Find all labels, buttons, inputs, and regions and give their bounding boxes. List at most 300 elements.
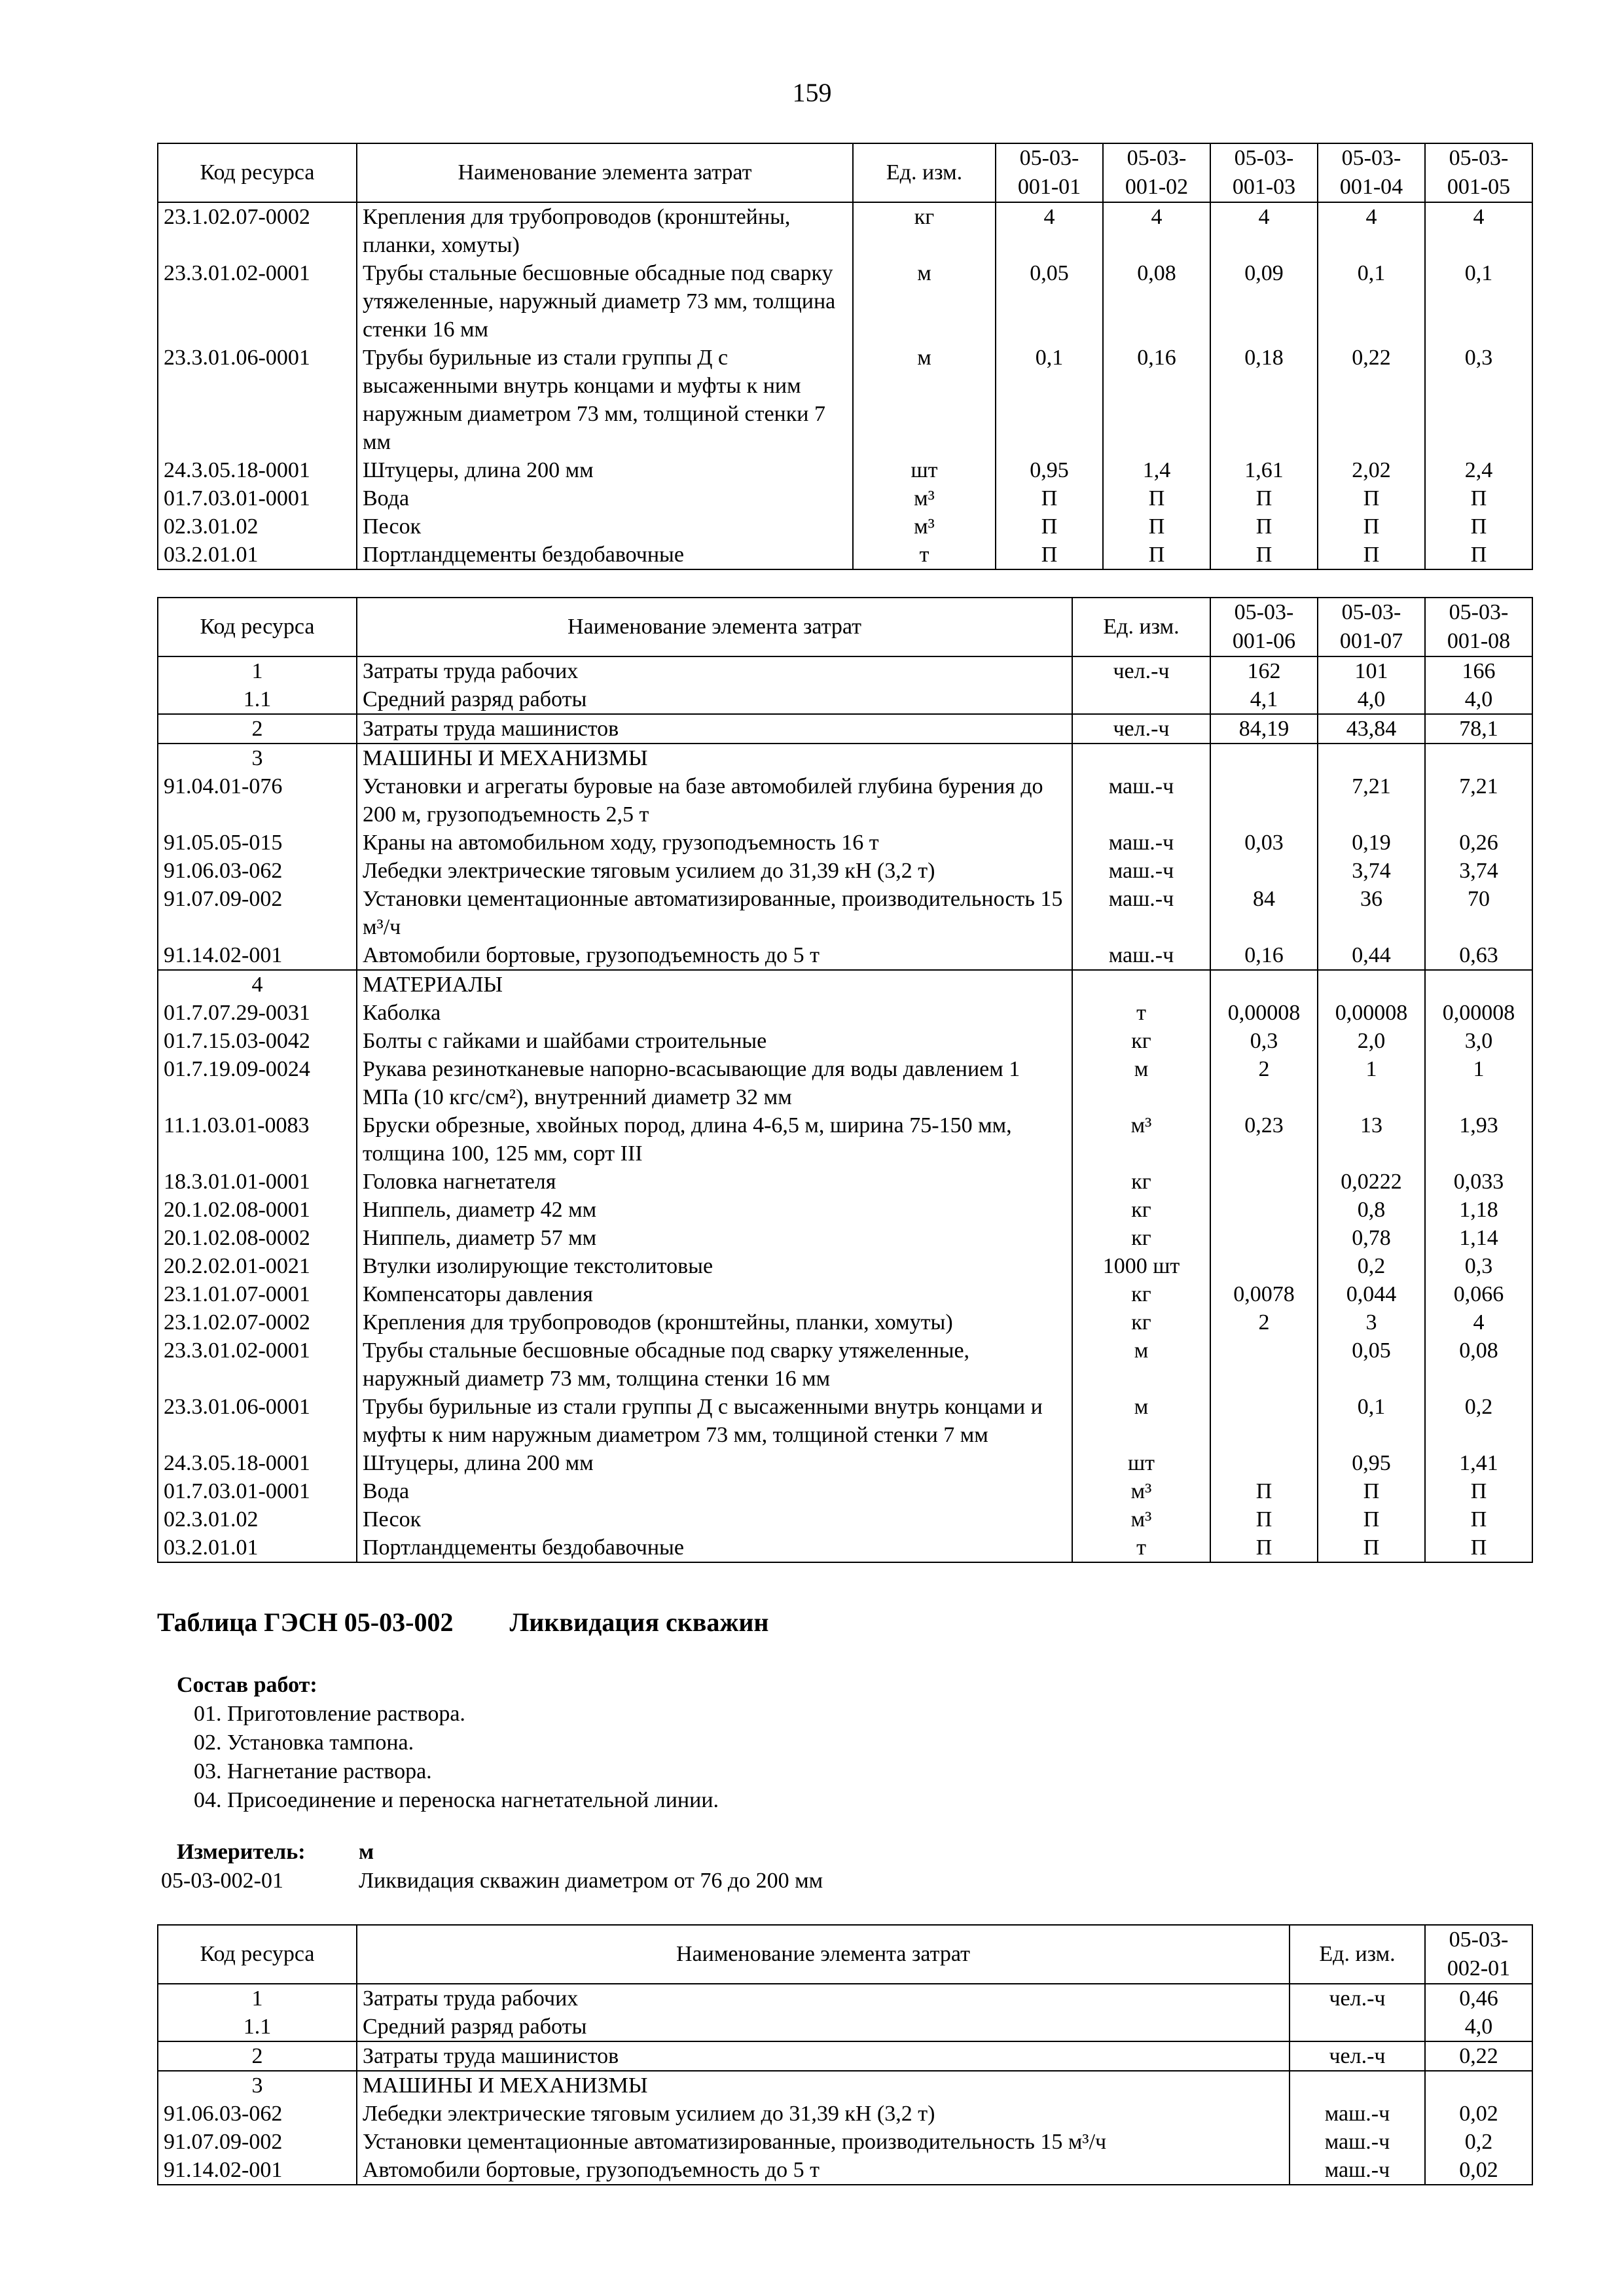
norm-value: П xyxy=(1103,484,1210,512)
norm-value: 0,03 xyxy=(1210,829,1318,857)
column-header: 05-03- 001-03 xyxy=(1210,143,1318,202)
norm-code: 05-03-002-01 xyxy=(161,1869,283,1893)
table-row xyxy=(158,2013,1532,2041)
norm-value: 0,044 xyxy=(1318,1280,1425,1308)
table-row xyxy=(158,1224,1532,1252)
resource-code: 03.2.01.01 xyxy=(158,541,357,569)
norm-value: П xyxy=(996,484,1103,512)
norm-value: П xyxy=(1210,512,1318,541)
column-header: Код ресурса xyxy=(158,598,357,656)
norm-value: 0,05 xyxy=(1318,1336,1425,1393)
norm-value: 3,0 xyxy=(1425,1027,1532,1055)
unit: маш.-ч xyxy=(1072,885,1210,941)
norm-value: 7,21 xyxy=(1318,772,1425,829)
norm-value: 4 xyxy=(1425,1308,1532,1336)
norm-value: 0,2 xyxy=(1425,2128,1532,2156)
unit: маш.-ч xyxy=(1290,2100,1425,2128)
norm-value: 166 xyxy=(1425,656,1532,685)
norm-value: П xyxy=(1318,484,1425,512)
table-row xyxy=(158,1055,1532,1111)
resource-table-1 xyxy=(157,143,1533,570)
column-header: 05-03- 001-01 xyxy=(996,143,1103,202)
cost-item-name: Затраты труда машинистов xyxy=(357,714,1072,744)
norm-value: 0,63 xyxy=(1425,941,1532,970)
cost-item-name: Портландцементы бездобавочные xyxy=(357,1534,1072,1562)
works-block xyxy=(177,1671,719,1815)
table-row xyxy=(158,2128,1532,2156)
norm-value: 1 xyxy=(1318,1055,1425,1111)
norm-value: П xyxy=(1425,1505,1532,1534)
unit: кг xyxy=(1072,1224,1210,1252)
norm-value: 4 xyxy=(1210,202,1318,259)
cost-item-name: Песок xyxy=(357,512,853,541)
unit: м xyxy=(853,259,996,344)
norm-value: П xyxy=(1318,512,1425,541)
norm-value: 0,16 xyxy=(1103,344,1210,456)
column-header: Наименование элемента затрат xyxy=(357,1925,1290,1984)
norm-value: П xyxy=(1425,1534,1532,1562)
table-row xyxy=(158,744,1532,772)
norm-value: 0,02 xyxy=(1425,2100,1532,2128)
table-row xyxy=(158,1505,1532,1534)
unit xyxy=(1072,970,1210,999)
norm-value: 3,74 xyxy=(1318,857,1425,885)
cost-item-name: Установки цементационные автоматизированные, производительность 15 м³/ч xyxy=(357,2128,1290,2156)
norm-value: 1,41 xyxy=(1425,1449,1532,1477)
norm-value: 0,033 xyxy=(1425,1168,1532,1196)
unit xyxy=(1290,2071,1425,2100)
table-header xyxy=(158,1925,1532,1984)
resource-code: 4 xyxy=(158,970,357,999)
norm-value: 4 xyxy=(1425,202,1532,259)
unit: чел.-ч xyxy=(1072,656,1210,685)
norm-value: 0,3 xyxy=(1425,344,1532,456)
table-row xyxy=(158,829,1532,857)
norm-value: 0,22 xyxy=(1318,344,1425,456)
norm-value: 84,19 xyxy=(1210,714,1318,744)
resource-code: 20.1.02.08-0001 xyxy=(158,1196,357,1224)
resource-code: 01.7.03.01-0001 xyxy=(158,1477,357,1505)
column-header: Код ресурса xyxy=(158,1925,357,1984)
unit xyxy=(1072,744,1210,772)
norm-value: 0,1 xyxy=(1318,1393,1425,1449)
table-row xyxy=(158,941,1532,970)
norm-value: 0,2 xyxy=(1318,1252,1425,1280)
unit: м³ xyxy=(1072,1111,1210,1168)
norm-value xyxy=(1210,1196,1318,1224)
norm-value xyxy=(1210,1224,1318,1252)
table-row xyxy=(158,1252,1532,1280)
norm-value: 1,4 xyxy=(1103,456,1210,484)
norm-value: 0,1 xyxy=(996,344,1103,456)
resource-code: 01.7.19.09-0024 xyxy=(158,1055,357,1111)
norm-value: 162 xyxy=(1210,656,1318,685)
unit: маш.-ч xyxy=(1072,829,1210,857)
table-row xyxy=(158,1168,1532,1196)
table-row xyxy=(158,2041,1532,2071)
table-name-title: Ликвидация скважин xyxy=(509,1607,769,1637)
column-header: 05-03- 001-08 xyxy=(1425,598,1532,656)
cost-item-name: Автомобили бортовые, грузоподъемность до 5 т xyxy=(357,2156,1290,2185)
resource-table-2 xyxy=(157,597,1533,1563)
table-row xyxy=(158,1111,1532,1168)
meter-label: Измеритель: xyxy=(177,1840,306,1864)
cost-item-name: Крепления для трубопроводов (кронштейны, планки, хомуты) xyxy=(357,1308,1072,1336)
resource-code: 23.3.01.06-0001 xyxy=(158,1393,357,1449)
cost-item-name: Штуцеры, длина 200 мм xyxy=(357,1449,1072,1477)
resource-code: 20.2.02.01-0021 xyxy=(158,1252,357,1280)
cost-item-name: Средний разряд работы xyxy=(357,685,1072,714)
work-item: 04. Присоединение и переноска нагнетательной линии. xyxy=(194,1788,719,1812)
unit: чел.-ч xyxy=(1290,1984,1425,2013)
unit: м³ xyxy=(1072,1477,1210,1505)
table-row xyxy=(158,885,1532,941)
norm-value: 0,05 xyxy=(996,259,1103,344)
norm-value xyxy=(1210,1336,1318,1393)
unit: м³ xyxy=(1072,1505,1210,1534)
cost-item-name: Трубы стальные бесшовные обсадные под сварку утяжеленные, наружный диаметр 73 мм, толщина стенки 16 мм xyxy=(357,259,853,344)
resource-code: 18.3.01.01-0001 xyxy=(158,1168,357,1196)
norm-value xyxy=(1210,1252,1318,1280)
norm-value xyxy=(1318,970,1425,999)
norm-value: 1 xyxy=(1425,1055,1532,1111)
table-row xyxy=(158,1336,1532,1393)
unit: т xyxy=(1072,1534,1210,1562)
norm-value: 1,18 xyxy=(1425,1196,1532,1224)
resource-code: 2 xyxy=(158,714,357,744)
norm-value: П xyxy=(1210,541,1318,569)
norm-name: Ликвидация скважин диаметром от 76 до 200 мм xyxy=(359,1869,823,1893)
norm-value: П xyxy=(996,541,1103,569)
norm-value xyxy=(1318,744,1425,772)
norm-value: 0,3 xyxy=(1425,1252,1532,1280)
table-row xyxy=(158,512,1532,541)
resource-code: 91.14.02-001 xyxy=(158,2156,357,2185)
norm-value xyxy=(1425,970,1532,999)
unit: маш.-ч xyxy=(1072,857,1210,885)
norm-value: 36 xyxy=(1318,885,1425,941)
table-row xyxy=(158,484,1532,512)
table-row xyxy=(158,1393,1532,1449)
resource-code: 23.3.01.02-0001 xyxy=(158,259,357,344)
cost-item-name: Установки цементационные автоматизированные, производительность 15 м³/ч xyxy=(357,885,1072,941)
norm-value: 0,00008 xyxy=(1425,999,1532,1027)
unit: кг xyxy=(1072,1308,1210,1336)
norm-value: 4 xyxy=(996,202,1103,259)
resource-code: 01.7.15.03-0042 xyxy=(158,1027,357,1055)
norm-value: 70 xyxy=(1425,885,1532,941)
cost-item-name: Лебедки электрические тяговым усилием до 31,39 кН (3,2 т) xyxy=(357,857,1072,885)
column-header: 05-03- 001-02 xyxy=(1103,143,1210,202)
table-row xyxy=(158,970,1532,999)
norm-value: 0,23 xyxy=(1210,1111,1318,1168)
norm-value: 0,22 xyxy=(1425,2041,1532,2071)
norm-value: 0,066 xyxy=(1425,1280,1532,1308)
unit: кг xyxy=(1072,1027,1210,1055)
resource-code: 1 xyxy=(158,1984,357,2013)
cost-item-name: Вода xyxy=(357,484,853,512)
resource-code: 23.3.01.06-0001 xyxy=(158,344,357,456)
table-row xyxy=(158,857,1532,885)
unit: т xyxy=(1072,999,1210,1027)
resource-code: 91.05.05-015 xyxy=(158,829,357,857)
resource-code: 24.3.05.18-0001 xyxy=(158,456,357,484)
norm-value xyxy=(1210,744,1318,772)
cost-item-name: Средний разряд работы xyxy=(357,2013,1290,2041)
norm-value: 0,18 xyxy=(1210,344,1318,456)
norm-value: 0,95 xyxy=(996,456,1103,484)
table-code-title: Таблица ГЭСН 05-03-002 xyxy=(157,1607,454,1637)
column-header: 05-03- 001-05 xyxy=(1425,143,1532,202)
cost-item-name: Затраты труда машинистов xyxy=(357,2041,1290,2071)
table-row xyxy=(158,1534,1532,1562)
column-header: Ед. изм. xyxy=(853,143,996,202)
resource-code: 20.1.02.08-0002 xyxy=(158,1224,357,1252)
norm-value: 0,00008 xyxy=(1318,999,1425,1027)
unit: м³ xyxy=(853,484,996,512)
norm-value: П xyxy=(1210,1477,1318,1505)
norm-value: 13 xyxy=(1318,1111,1425,1168)
norm-value: 4,0 xyxy=(1425,685,1532,714)
norm-value: 0,19 xyxy=(1318,829,1425,857)
work-item: 03. Нагнетание раствора. xyxy=(194,1759,432,1784)
table-row xyxy=(158,344,1532,456)
resource-code: 91.06.03-062 xyxy=(158,2100,357,2128)
cost-item-name: Ниппель, диаметр 57 мм xyxy=(357,1224,1072,1252)
table-row xyxy=(158,2100,1532,2128)
norm-value: 2,0 xyxy=(1318,1027,1425,1055)
cost-item-name: Крепления для трубопроводов (кронштейны, планки, хомуты) xyxy=(357,202,853,259)
norm-value: 4 xyxy=(1318,202,1425,259)
column-header: 05-03- 001-07 xyxy=(1318,598,1425,656)
cost-item-name: Головка нагнетателя xyxy=(357,1168,1072,1196)
table-row xyxy=(158,2071,1532,2100)
resource-code: 1.1 xyxy=(158,2013,357,2041)
norm-value: 43,84 xyxy=(1318,714,1425,744)
column-header: 05-03- 001-04 xyxy=(1318,143,1425,202)
unit: м xyxy=(1072,1393,1210,1449)
norm-value: П xyxy=(1210,484,1318,512)
resource-code: 23.3.01.02-0001 xyxy=(158,1336,357,1393)
unit: маш.-ч xyxy=(1072,941,1210,970)
norm-value: 3 xyxy=(1318,1308,1425,1336)
norm-value xyxy=(1210,1393,1318,1449)
table-row xyxy=(158,656,1532,685)
section-title xyxy=(157,1607,768,1638)
column-header: 05-03- 001-06 xyxy=(1210,598,1318,656)
resource-code: 23.1.01.07-0001 xyxy=(158,1280,357,1308)
resource-code: 01.7.03.01-0001 xyxy=(158,484,357,512)
resource-code: 03.2.01.01 xyxy=(158,1534,357,1562)
column-header: Наименование элемента затрат xyxy=(357,143,853,202)
resource-code: 91.14.02-001 xyxy=(158,941,357,970)
table-row xyxy=(158,714,1532,744)
resource-code: 24.3.05.18-0001 xyxy=(158,1449,357,1477)
resource-code: 23.1.02.07-0002 xyxy=(158,202,357,259)
norm-value: 4,0 xyxy=(1425,2013,1532,2041)
resource-code: 91.04.01-076 xyxy=(158,772,357,829)
unit: чел.-ч xyxy=(1072,714,1210,744)
resource-code: 1 xyxy=(158,656,357,685)
norm-value: П xyxy=(1425,484,1532,512)
table-row xyxy=(158,1196,1532,1224)
norm-value: 0,44 xyxy=(1318,941,1425,970)
norm-value: П xyxy=(1318,1477,1425,1505)
table-row xyxy=(158,772,1532,829)
norm-value: 2,02 xyxy=(1318,456,1425,484)
unit: кг xyxy=(1072,1280,1210,1308)
norm-value: 4,1 xyxy=(1210,685,1318,714)
norm-value: П xyxy=(1318,1505,1425,1534)
resource-code: 91.07.09-002 xyxy=(158,885,357,941)
norm-value: 0,26 xyxy=(1425,829,1532,857)
column-header: Код ресурса xyxy=(158,143,357,202)
table-row xyxy=(158,1027,1532,1055)
table-row xyxy=(158,259,1532,344)
unit: кг xyxy=(1072,1168,1210,1196)
cost-item-name: Затраты труда рабочих xyxy=(357,1984,1290,2013)
norm-value: П xyxy=(1103,512,1210,541)
work-item: 02. Установка тампона. xyxy=(194,1731,414,1755)
norm-value: П xyxy=(1210,1505,1318,1534)
works-header: Состав работ: xyxy=(177,1673,317,1697)
table-header xyxy=(158,598,1532,656)
unit xyxy=(1072,685,1210,714)
cost-item-name: Компенсаторы давления xyxy=(357,1280,1072,1308)
norm-value: П xyxy=(1318,541,1425,569)
unit: чел.-ч xyxy=(1290,2041,1425,2071)
unit: м xyxy=(1072,1336,1210,1393)
cost-item-name: Бруски обрезные, хвойных пород, длина 4-6,5 м, ширина 75-150 мм, толщина 100, 125 мм, сорт III xyxy=(357,1111,1072,1168)
norm-value: 101 xyxy=(1318,656,1425,685)
unit: м xyxy=(853,344,996,456)
norm-value: 0,8 xyxy=(1318,1196,1425,1224)
unit: 1000 шт xyxy=(1072,1252,1210,1280)
norm-value xyxy=(1425,744,1532,772)
resource-code: 11.1.03.01-0083 xyxy=(158,1111,357,1168)
cost-item-name: МАТЕРИАЛЫ xyxy=(357,970,1072,999)
column-header: 05-03- 002-01 xyxy=(1425,1925,1532,1984)
unit xyxy=(1290,2013,1425,2041)
norm-value: 0,78 xyxy=(1318,1224,1425,1252)
norm-value: 1,61 xyxy=(1210,456,1318,484)
table-header xyxy=(158,143,1532,202)
cost-item-name: МАШИНЫ И МЕХАНИЗМЫ xyxy=(357,744,1072,772)
cost-item-name: МАШИНЫ И МЕХАНИЗМЫ xyxy=(357,2071,1290,2100)
norm-value: 0,0078 xyxy=(1210,1280,1318,1308)
cost-item-name: Краны на автомобильном ходу, грузоподъемность 16 т xyxy=(357,829,1072,857)
unit: маш.-ч xyxy=(1072,772,1210,829)
unit: шт xyxy=(1072,1449,1210,1477)
norm-value: 84 xyxy=(1210,885,1318,941)
norm-value: 78,1 xyxy=(1425,714,1532,744)
cost-item-name: Трубы бурильные из стали группы Д с высаженными внутрь концами и муфты к ним наружным диаметром 73 мм, толщиной стенки 7 мм xyxy=(357,1393,1072,1449)
norm-value: 7,21 xyxy=(1425,772,1532,829)
column-header: Ед. изм. xyxy=(1072,598,1210,656)
resource-code: 01.7.07.29-0031 xyxy=(158,999,357,1027)
resource-code: 3 xyxy=(158,2071,357,2100)
table-row xyxy=(158,685,1532,714)
unit: т xyxy=(853,541,996,569)
resource-code: 3 xyxy=(158,744,357,772)
norm-value: 4,0 xyxy=(1318,685,1425,714)
table-row xyxy=(158,1477,1532,1505)
norm-value: П xyxy=(1425,541,1532,569)
resource-code: 02.3.01.02 xyxy=(158,512,357,541)
norm-value: 0,0222 xyxy=(1318,1168,1425,1196)
table-row xyxy=(158,999,1532,1027)
norm-value: 0,46 xyxy=(1425,1984,1532,2013)
cost-item-name: Лебедки электрические тяговым усилием до 31,39 кН (3,2 т) xyxy=(357,2100,1290,2128)
table-row xyxy=(158,1308,1532,1336)
norm-value: П xyxy=(996,512,1103,541)
norm-value: П xyxy=(1318,1534,1425,1562)
work-item: 01. Приготовление раствора. xyxy=(194,1702,465,1726)
norm-value: 1,93 xyxy=(1425,1111,1532,1168)
resource-table-3 xyxy=(157,1924,1533,2185)
unit: м³ xyxy=(853,512,996,541)
cost-item-name: Портландцементы бездобавочные xyxy=(357,541,853,569)
norm-value: 0,09 xyxy=(1210,259,1318,344)
resource-code: 02.3.01.02 xyxy=(158,1505,357,1534)
norm-value xyxy=(1425,2071,1532,2100)
cost-item-name: Рукава резинотканевые напорно-всасывающие для воды давлением 1 МПа (10 кгс/см²), внутренний диаметр 32 мм xyxy=(357,1055,1072,1111)
cost-item-name: Затраты труда рабочих xyxy=(357,656,1072,685)
column-header: Наименование элемента затрат xyxy=(357,598,1072,656)
resource-code: 2 xyxy=(158,2041,357,2071)
cost-item-name: Вода xyxy=(357,1477,1072,1505)
norm-value: 0,02 xyxy=(1425,2156,1532,2185)
norm-value xyxy=(1210,1168,1318,1196)
norm-value xyxy=(1210,970,1318,999)
norm-value: 2 xyxy=(1210,1308,1318,1336)
norm-value: 0,3 xyxy=(1210,1027,1318,1055)
norm-value: П xyxy=(1103,541,1210,569)
norm-value: П xyxy=(1425,1477,1532,1505)
cost-item-name: Болты с гайками и шайбами строительные xyxy=(357,1027,1072,1055)
table-row xyxy=(158,1984,1532,2013)
table-row xyxy=(158,1449,1532,1477)
norm-value: 2,4 xyxy=(1425,456,1532,484)
cost-item-name: Трубы бурильные из стали группы Д с высаженными внутрь концами и муфты к ним наружным диаметром 73 мм, толщиной стенки 7 мм xyxy=(357,344,853,456)
resource-code: 91.07.09-002 xyxy=(158,2128,357,2156)
cost-item-name: Установки и агрегаты буровые на базе автомобилей глубина бурения до 200 м, грузоподъемность 2,5 т xyxy=(357,772,1072,829)
norm-value xyxy=(1210,772,1318,829)
table-row xyxy=(158,1280,1532,1308)
resource-code: 91.06.03-062 xyxy=(158,857,357,885)
table-row xyxy=(158,456,1532,484)
norm-value: 0,16 xyxy=(1210,941,1318,970)
norm-value: 0,1 xyxy=(1318,259,1425,344)
norm-value: 4 xyxy=(1103,202,1210,259)
norm-value: 0,00008 xyxy=(1210,999,1318,1027)
norm-value: 0,1 xyxy=(1425,259,1532,344)
norm-value: 0,08 xyxy=(1425,1336,1532,1393)
table-row xyxy=(158,541,1532,569)
resource-code: 1.1 xyxy=(158,685,357,714)
cost-item-name: Штуцеры, длина 200 мм xyxy=(357,456,853,484)
norm-value: 0,2 xyxy=(1425,1393,1532,1449)
unit: маш.-ч xyxy=(1290,2156,1425,2185)
unit: м xyxy=(1072,1055,1210,1111)
unit: кг xyxy=(853,202,996,259)
table-row xyxy=(158,202,1532,259)
cost-item-name: Автомобили бортовые, грузоподъемность до 5 т xyxy=(357,941,1072,970)
unit: шт xyxy=(853,456,996,484)
unit: кг xyxy=(1072,1196,1210,1224)
norm-value: 2 xyxy=(1210,1055,1318,1111)
page-number: 159 xyxy=(792,78,832,107)
